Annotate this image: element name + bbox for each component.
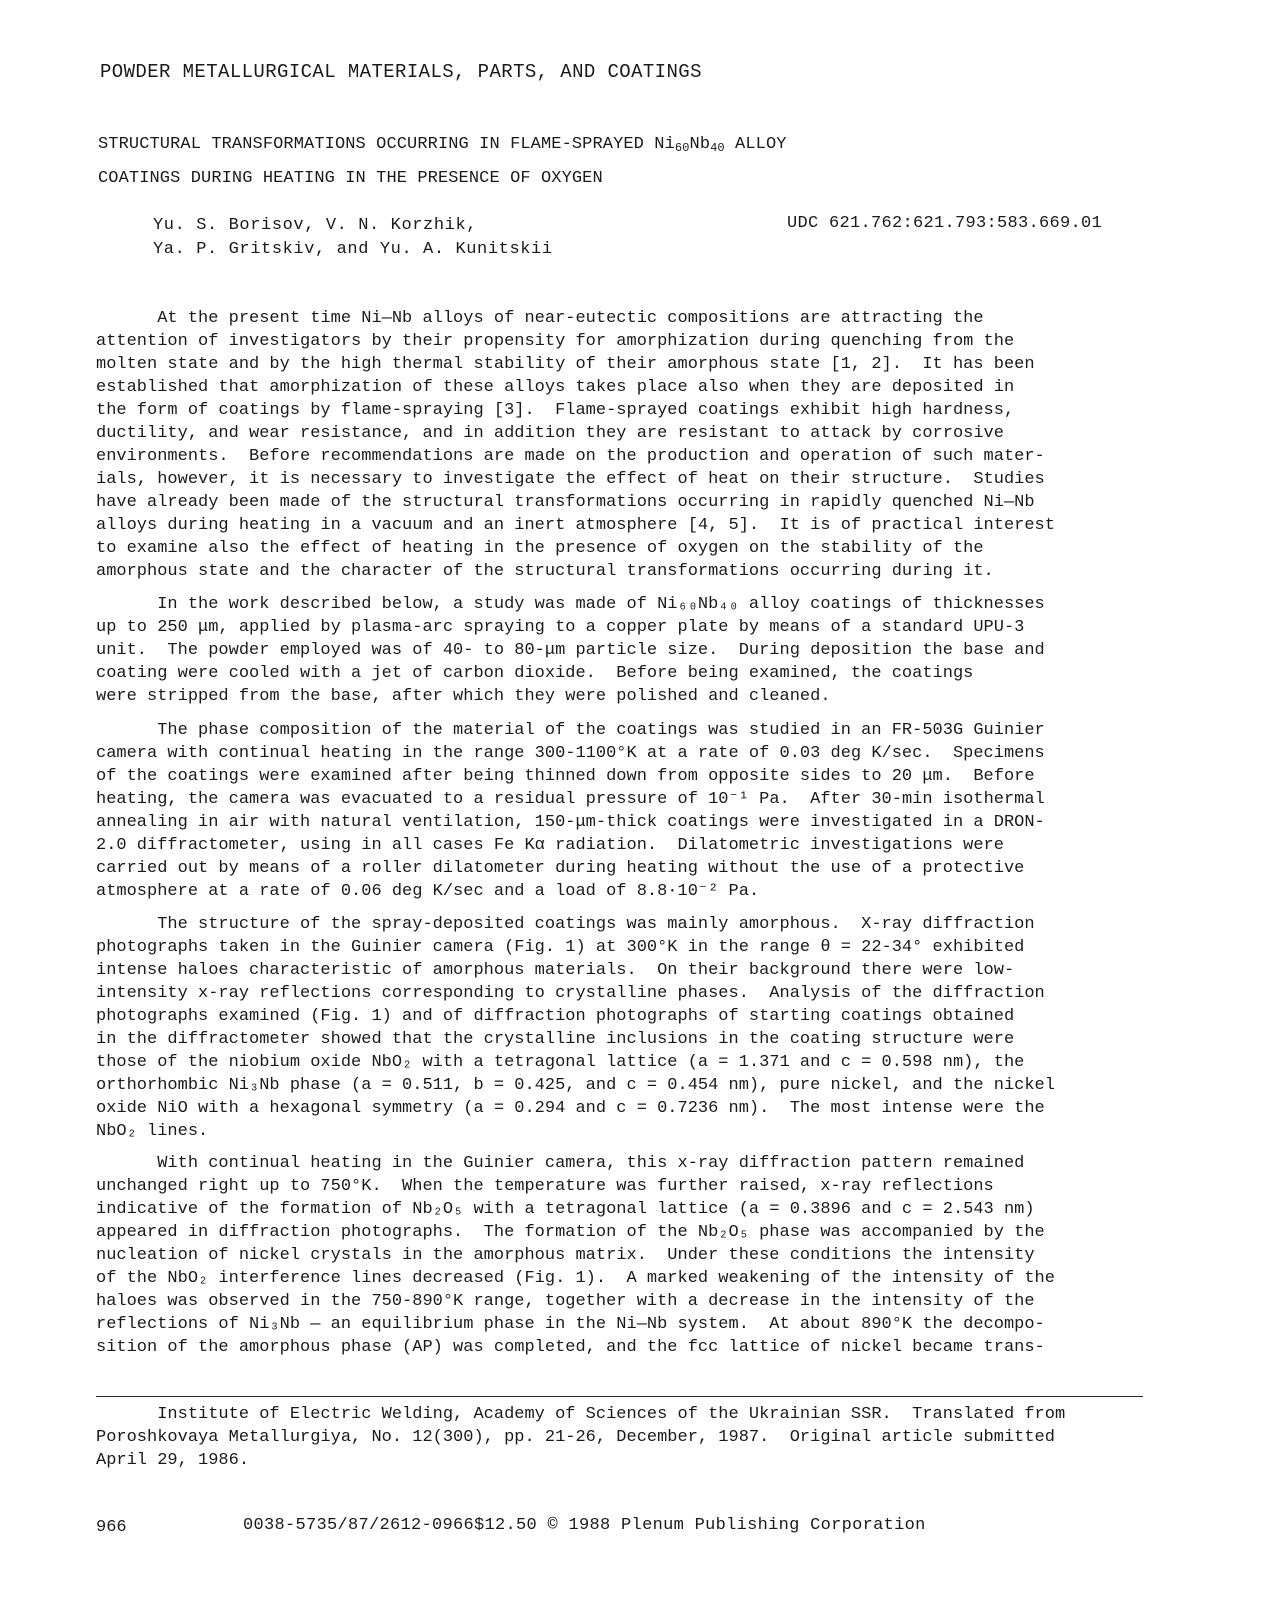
text-line: unchanged right up to 750°K. When the temperature was further raised, x-ray reflections bbox=[96, 1177, 994, 1196]
text-line: the form of coatings by flame-spraying [3]. Flame-sprayed coatings exhibit high hardness, bbox=[96, 401, 1015, 420]
text-line: carried out by means of a roller dilatometer during heating without the use of a protective bbox=[96, 859, 1025, 878]
body-paragraph-2 bbox=[96, 593, 1158, 708]
text-line: attention of investigators by their propensity for amorphization during quenching from the bbox=[96, 332, 1015, 351]
title-text-part: Nb bbox=[689, 135, 711, 154]
text-line: intensity x-ray reflections corresponding to crystalline phases. Analysis of the diffraction bbox=[96, 984, 1045, 1003]
text-line: nucleation of nickel crystals in the amorphous matrix. Under these conditions the intensity bbox=[96, 1246, 1035, 1265]
text-line: photographs examined (Fig. 1) and of diffraction photographs of starting coatings obtained bbox=[96, 1007, 1015, 1026]
text-line: unit. The powder employed was of 40- to 80-μm particle size. During deposition the base and bbox=[96, 641, 1045, 660]
author-list bbox=[153, 214, 553, 262]
text-line: intense haloes characteristic of amorphous materials. On their background there were low- bbox=[96, 961, 1015, 980]
text-line: in the diffractometer showed that the crystalline inclusions in the coating structure were bbox=[96, 1030, 1015, 1049]
text-line: ductility, and wear resistance, and in addition they are resistant to attack by corrosive bbox=[96, 424, 1004, 443]
text-line: molten state and by the high thermal stability of their amorphous state [1, 2]. It has been bbox=[96, 355, 1035, 374]
text-line: The phase composition of the material of the coatings was studied in an FR-503G Guinier bbox=[96, 721, 1045, 740]
text-line: atmosphere at a rate of 0.06 deg K/sec and a load of 8.8·10⁻² Pa. bbox=[96, 882, 760, 901]
text-line: The structure of the spray-deposited coatings was mainly amorphous. X-ray diffraction bbox=[96, 915, 1035, 934]
section-heading: POWDER METALLURGICAL MATERIALS, PARTS, AND COATINGS bbox=[100, 61, 702, 83]
text-line: up to 250 μm, applied by plasma-arc spraying to a copper plate by means of a standard UPU-3 bbox=[96, 618, 1025, 637]
text-line: were stripped from the base, after which they were polished and cleaned. bbox=[96, 687, 831, 706]
text-line: 2.0 diffractometer, using in all cases Fe Kα radiation. Dilatometric investigations were bbox=[96, 836, 1004, 855]
copyright-line: 0038-5735/87/2612-0966$12.50 © 1988 Plenum Publishing Corporation bbox=[243, 1516, 926, 1535]
text-line: orthorhombic Ni₃Nb phase (a = 0.511, b = 0.425, and c = 0.454 nm), pure nickel, and the nickel bbox=[96, 1076, 1055, 1095]
text-line: camera with continual heating in the range 300-1100°K at a rate of 0.03 deg K/sec. Specimens bbox=[96, 744, 1045, 763]
text-line: of the NbO₂ interference lines decreased (Fig. 1). A marked weakening of the intensity of the bbox=[96, 1269, 1055, 1288]
text-line: ials, however, it is necessary to investigate the effect of heat on their structure. Studies bbox=[96, 470, 1045, 489]
article-title-line-1 bbox=[98, 135, 787, 154]
body-paragraph-1 bbox=[96, 307, 1158, 583]
text-line: established that amorphization of these alloys takes place also when they are deposited in bbox=[96, 378, 1015, 397]
author-line: Yu. S. Borisov, V. N. Korzhik, bbox=[153, 216, 478, 235]
page-number: 966 bbox=[96, 1518, 127, 1537]
title-subscript: 40 bbox=[710, 141, 725, 155]
text-line: to examine also the effect of heating in the presence of oxygen on the stability of the bbox=[96, 539, 984, 558]
text-line: At the present time Ni—Nb alloys of near-eutectic compositions are attracting the bbox=[96, 309, 984, 328]
text-line: heating, the camera was evacuated to a residual pressure of 10⁻¹ Pa. After 30-min isothermal bbox=[96, 790, 1045, 809]
text-line: In the work described below, a study was made of Ni₆₀Nb₄₀ alloy coatings of thicknesses bbox=[96, 595, 1045, 614]
footnote bbox=[96, 1403, 1065, 1472]
text-line: have already been made of the structural transformations occurring in rapidly quenched Ni—Nb bbox=[96, 493, 1035, 512]
body-paragraph-3 bbox=[96, 719, 1158, 903]
text-line: those of the niobium oxide NbO₂ with a tetragonal lattice (a = 1.371 and c = 0.598 nm), the bbox=[96, 1053, 1025, 1072]
text-line: With continual heating in the Guinier camera, this x-ray diffraction pattern remained bbox=[96, 1154, 1025, 1173]
author-line: Ya. P. Gritskiv, and Yu. A. Kunitskii bbox=[153, 240, 553, 259]
title-text-part: STRUCTURAL TRANSFORMATIONS OCCURRING IN FLAME-SPRAYED Ni bbox=[98, 135, 675, 154]
title-text-part: ALLOY bbox=[724, 135, 787, 154]
text-line: alloys during heating in a vacuum and an inert atmosphere [4, 5]. It is of practical interest bbox=[96, 516, 1055, 535]
text-line: photographs taken in the Guinier camera (Fig. 1) at 300°K in the range θ = 22-34° exhibited bbox=[96, 938, 1025, 957]
body-paragraph-4 bbox=[96, 913, 1158, 1143]
text-line: NbO₂ lines. bbox=[96, 1122, 209, 1141]
text-line: annealing in air with natural ventilation, 150-μm-thick coatings were investigated in a DRON- bbox=[96, 813, 1045, 832]
footnote-divider bbox=[96, 1396, 1143, 1397]
footnote-line: April 29, 1986. bbox=[96, 1451, 250, 1470]
text-line: oxide NiO with a hexagonal symmetry (a = 0.294 and c = 0.7236 nm). The most intense were the bbox=[96, 1099, 1045, 1118]
text-line: appeared in diffraction photographs. The formation of the Nb₂O₅ phase was accompanied by the bbox=[96, 1223, 1045, 1242]
title-subscript: 60 bbox=[674, 141, 690, 155]
footnote-line: Institute of Electric Welding, Academy of Sciences of the Ukrainian SSR. Translated from bbox=[96, 1405, 1066, 1424]
text-line: sition of the amorphous phase (AP) was completed, and the fcc lattice of nickel became trans- bbox=[96, 1338, 1045, 1357]
body-paragraph-5 bbox=[96, 1152, 1158, 1359]
text-line: amorphous state and the character of the structural transformations occurring during it. bbox=[96, 562, 994, 581]
footnote-line: Poroshkovaya Metallurgiya, No. 12(300), pp. 21-26, December, 1987. Original article submitted bbox=[96, 1428, 1055, 1447]
article-title-line-2: COATINGS DURING HEATING IN THE PRESENCE OF OXYGEN bbox=[98, 169, 603, 188]
text-line: haloes was observed in the 750-890°K range, together with a decrease in the intensity of the bbox=[96, 1292, 1035, 1311]
udc-code: UDC 621.762:621.793:583.669.01 bbox=[787, 214, 1103, 233]
text-line: reflections of Ni₃Nb — an equilibrium phase in the Ni—Nb system. At about 890°K the decompo- bbox=[96, 1315, 1045, 1334]
text-line: of the coatings were examined after being thinned down from opposite sides to 20 μm. Before bbox=[96, 767, 1035, 786]
text-line: indicative of the formation of Nb₂O₅ with a tetragonal lattice (a = 0.3896 and c = 2.543 nm) bbox=[96, 1200, 1035, 1219]
text-line: environments. Before recommendations are made on the production and operation of such mater- bbox=[96, 447, 1045, 466]
text-line: coating were cooled with a jet of carbon dioxide. Before being examined, the coatings bbox=[96, 664, 974, 683]
